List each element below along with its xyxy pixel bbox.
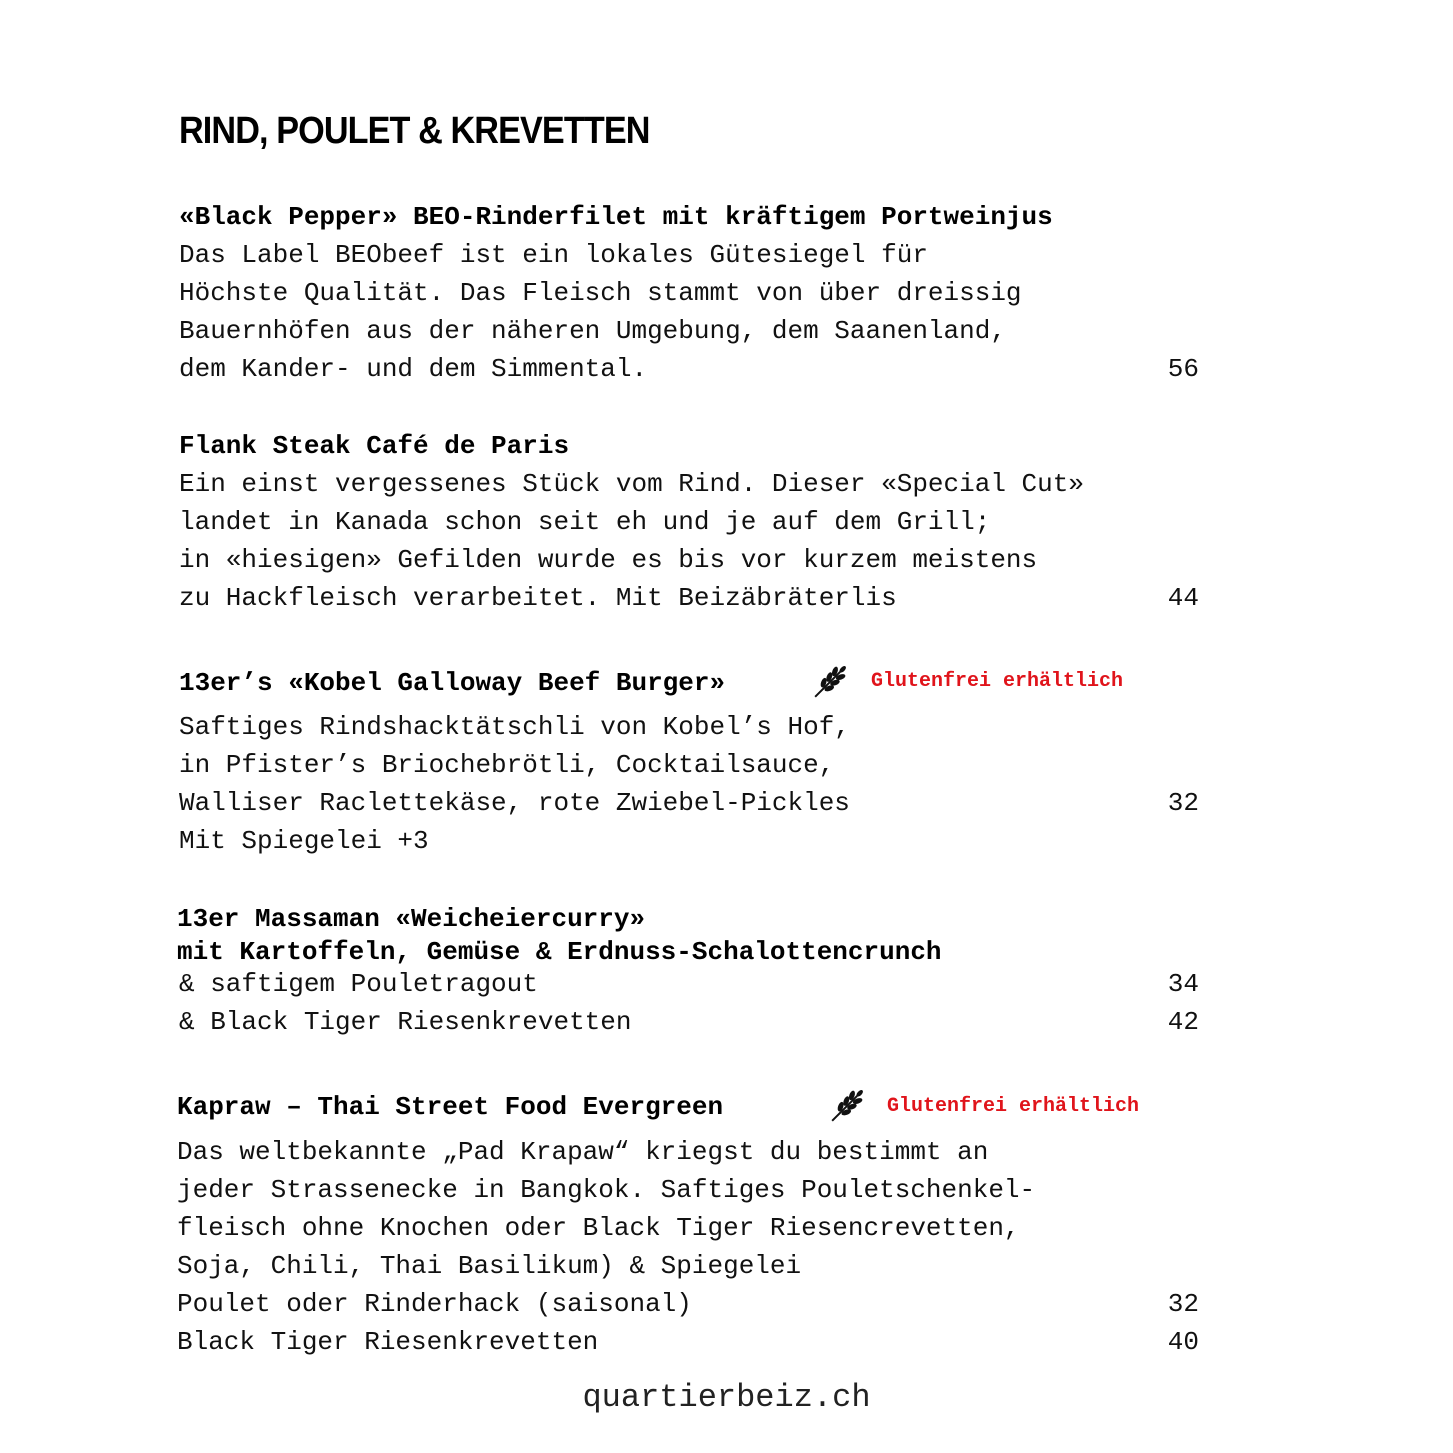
menu-item-line [179, 236, 1199, 274]
menu-item-line [179, 1003, 1199, 1041]
menu-item-title: Kapraw – Thai Street Food Evergreen [177, 1092, 724, 1122]
line-price: 34 [1167, 969, 1199, 999]
line-text: landet in Kanada schon seit eh und je auf dem Grill; [179, 507, 991, 537]
line-text: fleisch ohne Knochen oder Black Tiger Riesencrevetten, [177, 1213, 1020, 1243]
menu-item-line [179, 350, 1199, 388]
menu-item-line [177, 1247, 1199, 1285]
menu-item-line [177, 1133, 1199, 1171]
wheat-icon [807, 659, 853, 705]
menu-item-line [179, 822, 1199, 860]
line-text: & saftigem Pouletragout [179, 969, 538, 999]
menu-item-title: «Black Pepper» BEO-Rinderfilet mit kräftigem Portweinjus [179, 202, 1053, 232]
line-text: Soja, Chili, Thai Basilikum) & Spiegelei [177, 1251, 802, 1281]
line-text: Walliser Raclettekäse, rote Zwiebel-Pickles [179, 788, 850, 818]
line-text: zu Hackfleisch verarbeitet. Mit Beizäbräterlis [179, 583, 897, 613]
line-text: & Black Tiger Riesenkrevetten [179, 1007, 632, 1037]
menu-item-line [179, 312, 1199, 350]
page-title: RIND, POULET & KREVETTEN [179, 110, 650, 152]
line-price: 32 [1167, 788, 1199, 818]
line-text: Das Label BEObeef ist ein lokales Gütesiegel für [179, 240, 928, 270]
menu-item-line [177, 1171, 1199, 1209]
line-text: Saftiges Rindshacktätschli von Kobel’s Hof, [179, 712, 850, 742]
wheat-icon [824, 1083, 870, 1129]
gluten-free-label: Glutenfrei erhältlich [871, 670, 1124, 693]
menu-item-line [177, 1285, 1199, 1323]
menu-item-line [179, 503, 1199, 541]
menu-item-line [179, 784, 1199, 822]
gluten-free-label: Glutenfrei erhältlich [887, 1095, 1140, 1118]
line-text: Bauernhöfen aus der näheren Umgebung, dem Saanenland, [179, 316, 1006, 346]
line-text: Black Tiger Riesenkrevetten [177, 1327, 599, 1357]
menu-item-subtitle: mit Kartoffeln, Gemüse & Erdnuss-Schalottencrunch [177, 937, 942, 967]
menu-item-title: 13er Massaman «Weicheiercurry» [177, 904, 646, 934]
line-text: Höchste Qualität. Das Fleisch stammt von über dreissig [179, 278, 1022, 308]
line-price: 32 [1167, 1289, 1199, 1319]
line-text: in Pfister’s Briochebrötli, Cocktailsauce, [179, 750, 835, 780]
menu-item-line [179, 465, 1199, 503]
menu-item-line [179, 965, 1199, 1003]
line-text: dem Kander- und dem Simmental. [179, 354, 648, 384]
menu-item-line [179, 579, 1199, 617]
line-text: Ein einst vergessenes Stück vom Rind. Dieser «Special Cut» [179, 469, 1084, 499]
line-text: in «hiesigen» Gefilden wurde es bis vor kurzem meistens [179, 545, 1038, 575]
menu-item-line [179, 708, 1199, 746]
menu-item-line [179, 274, 1199, 312]
menu-item-line [177, 1323, 1199, 1361]
line-price: 44 [1167, 583, 1199, 613]
menu-item-line [179, 541, 1199, 579]
line-text: Poulet oder Rinderhack (saisonal) [177, 1289, 692, 1319]
menu-item-title: 13er’s «Kobel Galloway Beef Burger» [179, 668, 726, 698]
line-price: 56 [1167, 354, 1199, 384]
line-text: Das weltbekannte „Pad Krapaw“ kriegst du bestimmt an [177, 1137, 989, 1167]
menu-item-line [177, 1209, 1199, 1247]
line-text: Mit Spiegelei +3 [179, 826, 429, 856]
line-text: jeder Strassenecke in Bangkok. Saftiges Pouletschenkel- [177, 1175, 1036, 1205]
line-price: 42 [1167, 1007, 1199, 1037]
line-price: 40 [1167, 1327, 1199, 1357]
menu-item-title: Flank Steak Café de Paris [179, 431, 570, 461]
menu-item-line [179, 746, 1199, 784]
website-footer: quartierbeiz.ch [582, 1379, 871, 1416]
